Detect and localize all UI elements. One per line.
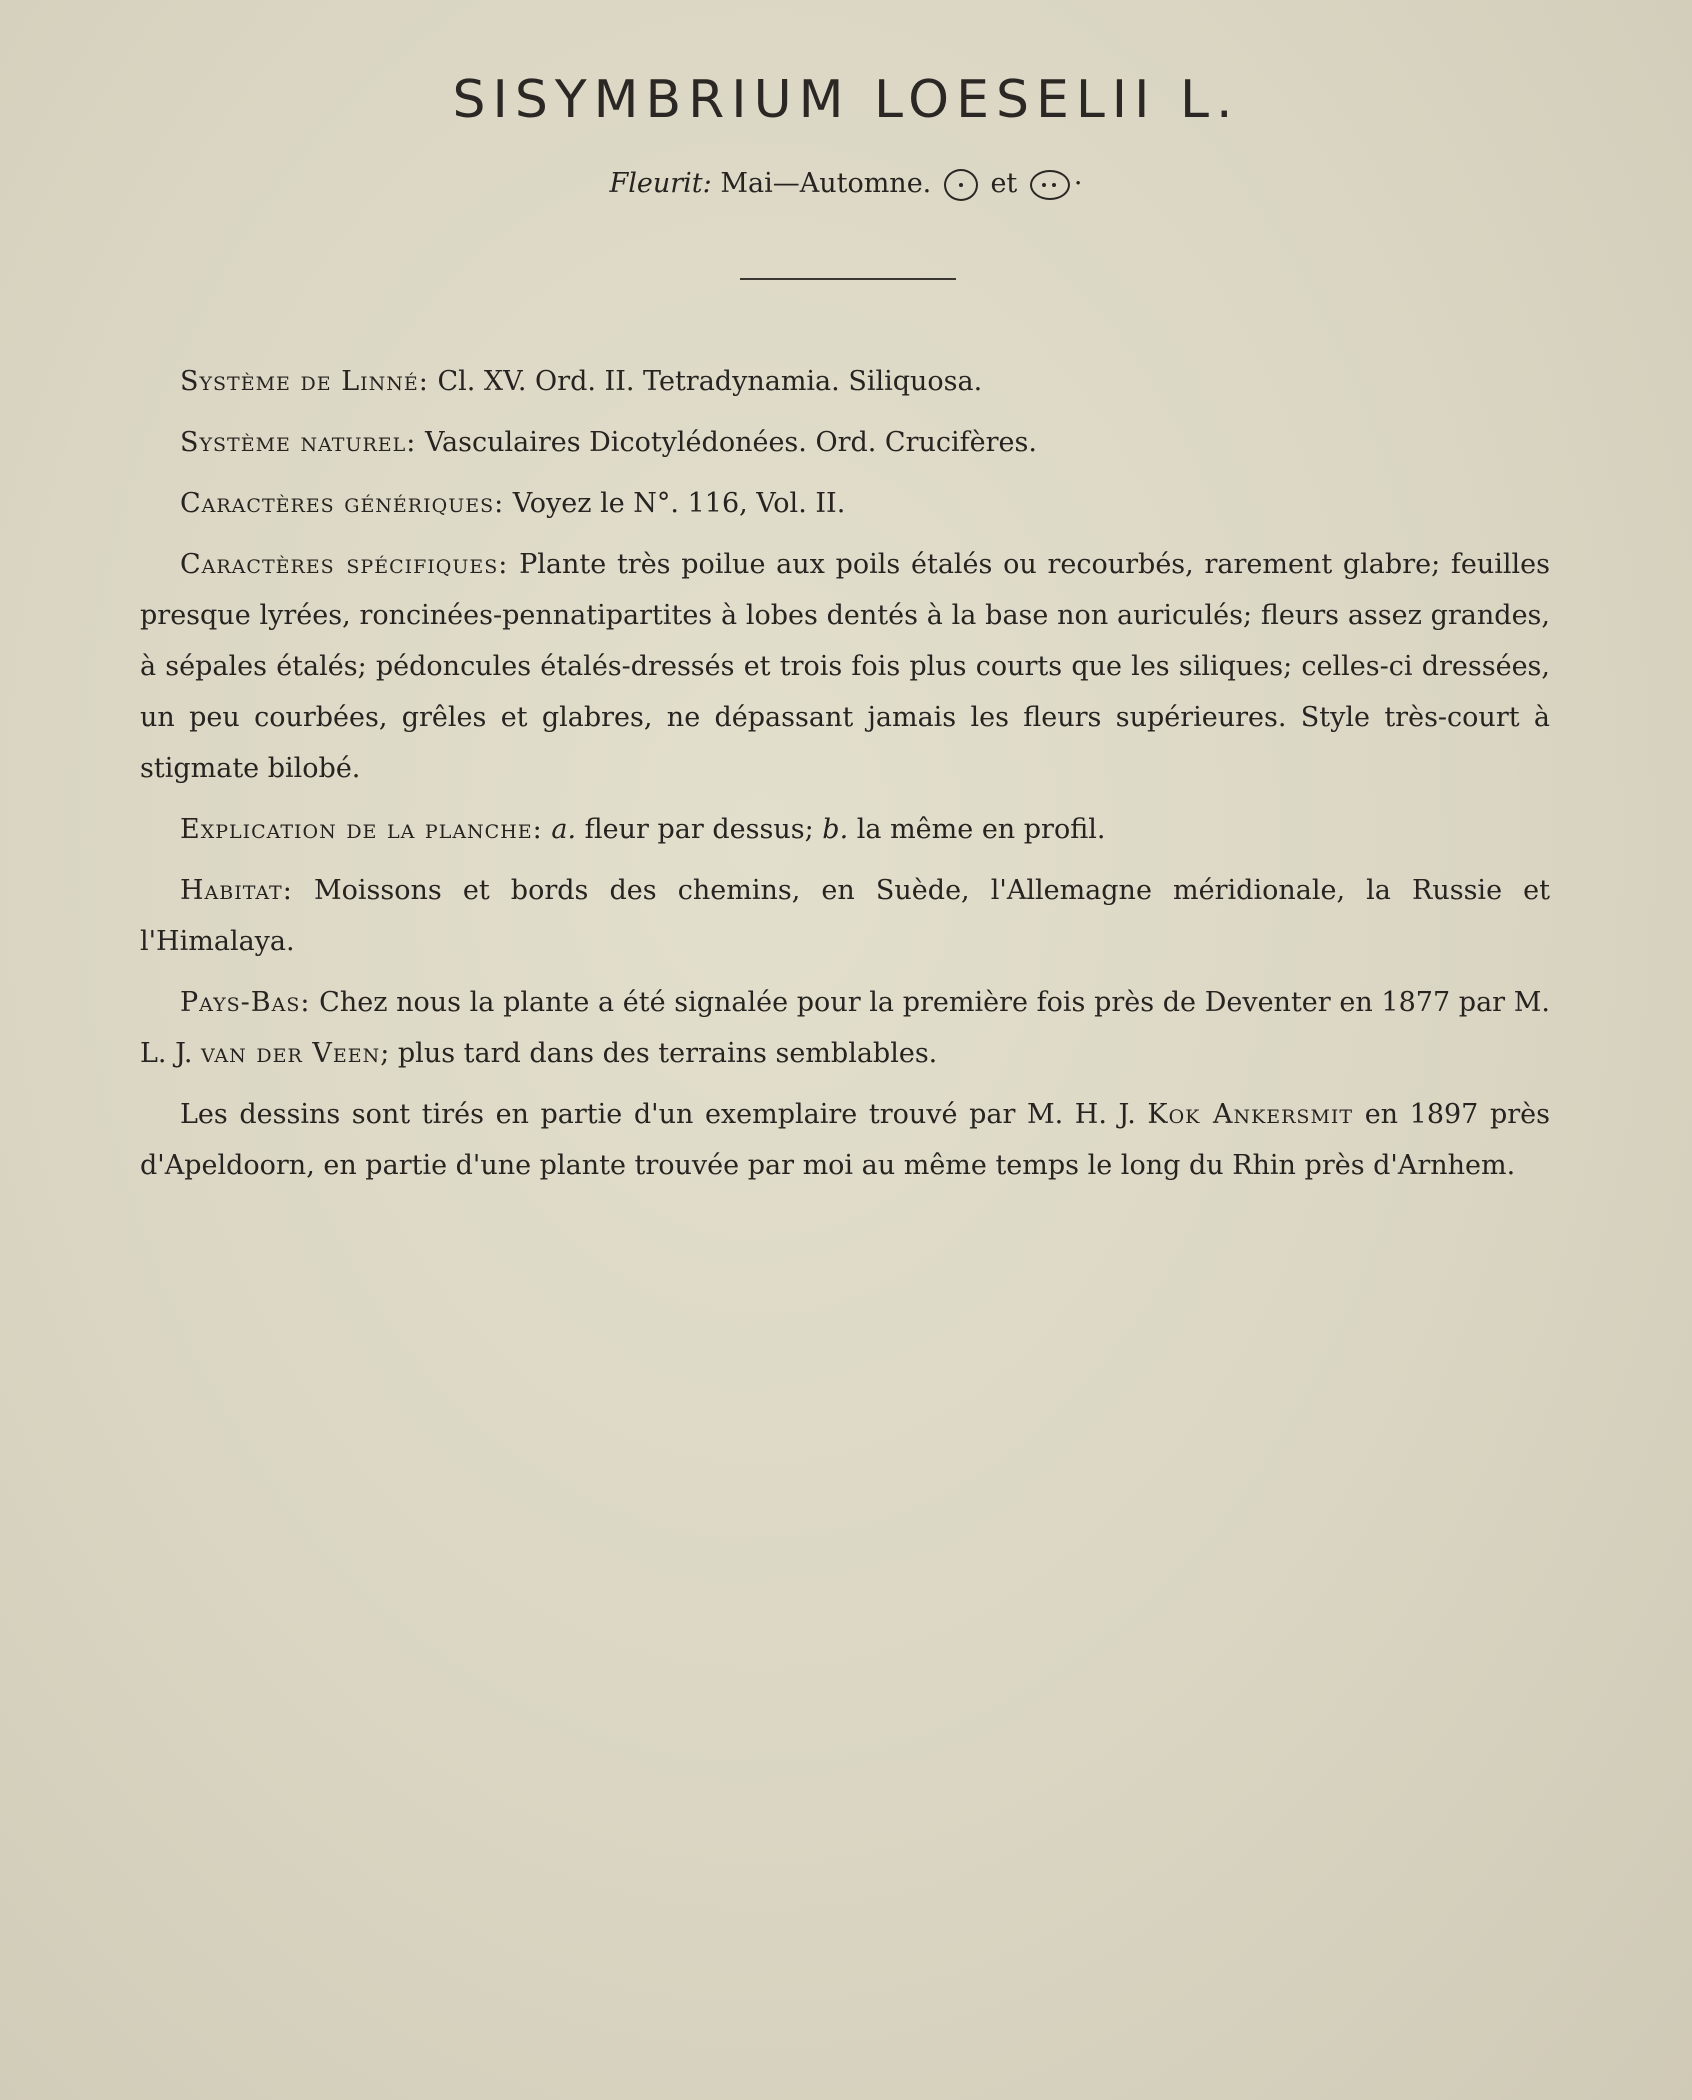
flowering-conjunction: et xyxy=(990,168,1018,199)
section-heading: Système naturel: xyxy=(180,427,417,458)
annual-symbol-icon xyxy=(944,169,978,201)
figure-text-b: la même en profil. xyxy=(856,814,1106,845)
figure-label-b: b. xyxy=(822,814,849,845)
biennial-symbol-icon xyxy=(1030,170,1070,200)
section-text: Cl. XV. Ord. II. Tetradynamia. Siliquosa. xyxy=(437,366,983,397)
section-heading: Système de Linné: xyxy=(180,366,429,397)
section-text: Plante très poilue aux poils étalés ou recourbés, rarement glabre; feuilles presque lyrées, roncinées-pennatipartites à lobes dentés à la base non auriculés; fleurs assez grandes, à sépales étalés; pédoncules étalés-dressés et trois fois plus courts que les siliques; celles-ci dressées, un peu courbées, grêles et glabres, ne dépassant jamais les fleurs supérieures. Style très-court à stigmate bilobé. xyxy=(140,549,1550,784)
section-text: Vasculaires Dicotylédonées. Ord. Crucifères. xyxy=(424,427,1037,458)
section-habitat xyxy=(140,865,1550,967)
section-heading: Explication de la planche: xyxy=(180,814,543,845)
page-title: SISYMBRIUM LOESELII L. xyxy=(452,70,1240,130)
person-name: van der Veen xyxy=(201,1038,381,1069)
section-linne xyxy=(140,356,1550,407)
figure-label-a: a. xyxy=(551,814,577,845)
section-text-continued: ; plus tard dans des terrains semblables. xyxy=(380,1038,938,1069)
flowering-label: Fleurit: xyxy=(609,168,712,199)
divider-rule xyxy=(740,278,956,280)
person-name: Kok Ankersmit xyxy=(1147,1099,1354,1130)
section-generiques xyxy=(140,478,1550,529)
section-text: Voyez le N°. 116, Vol. II. xyxy=(512,488,846,519)
flowering-line: Fleurit: Mai—Automne. et · xyxy=(609,168,1083,199)
section-text: Moissons et bords des chemins, en Suède, l'Allemagne méridionale, la Russie et l'Himalaya. xyxy=(140,875,1551,957)
section-heading: Pays-Bas: xyxy=(180,987,311,1018)
section-text: Chez nous la plante a été signalée pour la première fois près de Deventer en 1877 par M. L. J. xyxy=(140,987,1550,1069)
description-body xyxy=(140,356,1550,1201)
section-planche xyxy=(140,804,1550,855)
section-pays-bas xyxy=(140,977,1550,1079)
section-dessins xyxy=(140,1089,1550,1191)
section-specifiques xyxy=(140,539,1550,794)
figure-text-a: fleur par dessus; xyxy=(584,814,814,845)
section-heading: Caractères spécifiques: xyxy=(180,549,509,580)
section-heading: Habitat: xyxy=(180,875,293,906)
section-text: Les dessins sont tirés en partie d'un exemplaire trouvé par M. H. J. xyxy=(180,1099,1136,1130)
section-text-continued: en 1897 près d'Apeldoorn, en partie d'une plante trouvée par moi au même temps le long du Rhin près d'Arnhem. xyxy=(140,1099,1550,1181)
section-heading: Caractères génériques: xyxy=(180,488,505,519)
flowering-period: Mai—Automne. xyxy=(720,168,932,199)
section-naturel xyxy=(140,417,1550,468)
